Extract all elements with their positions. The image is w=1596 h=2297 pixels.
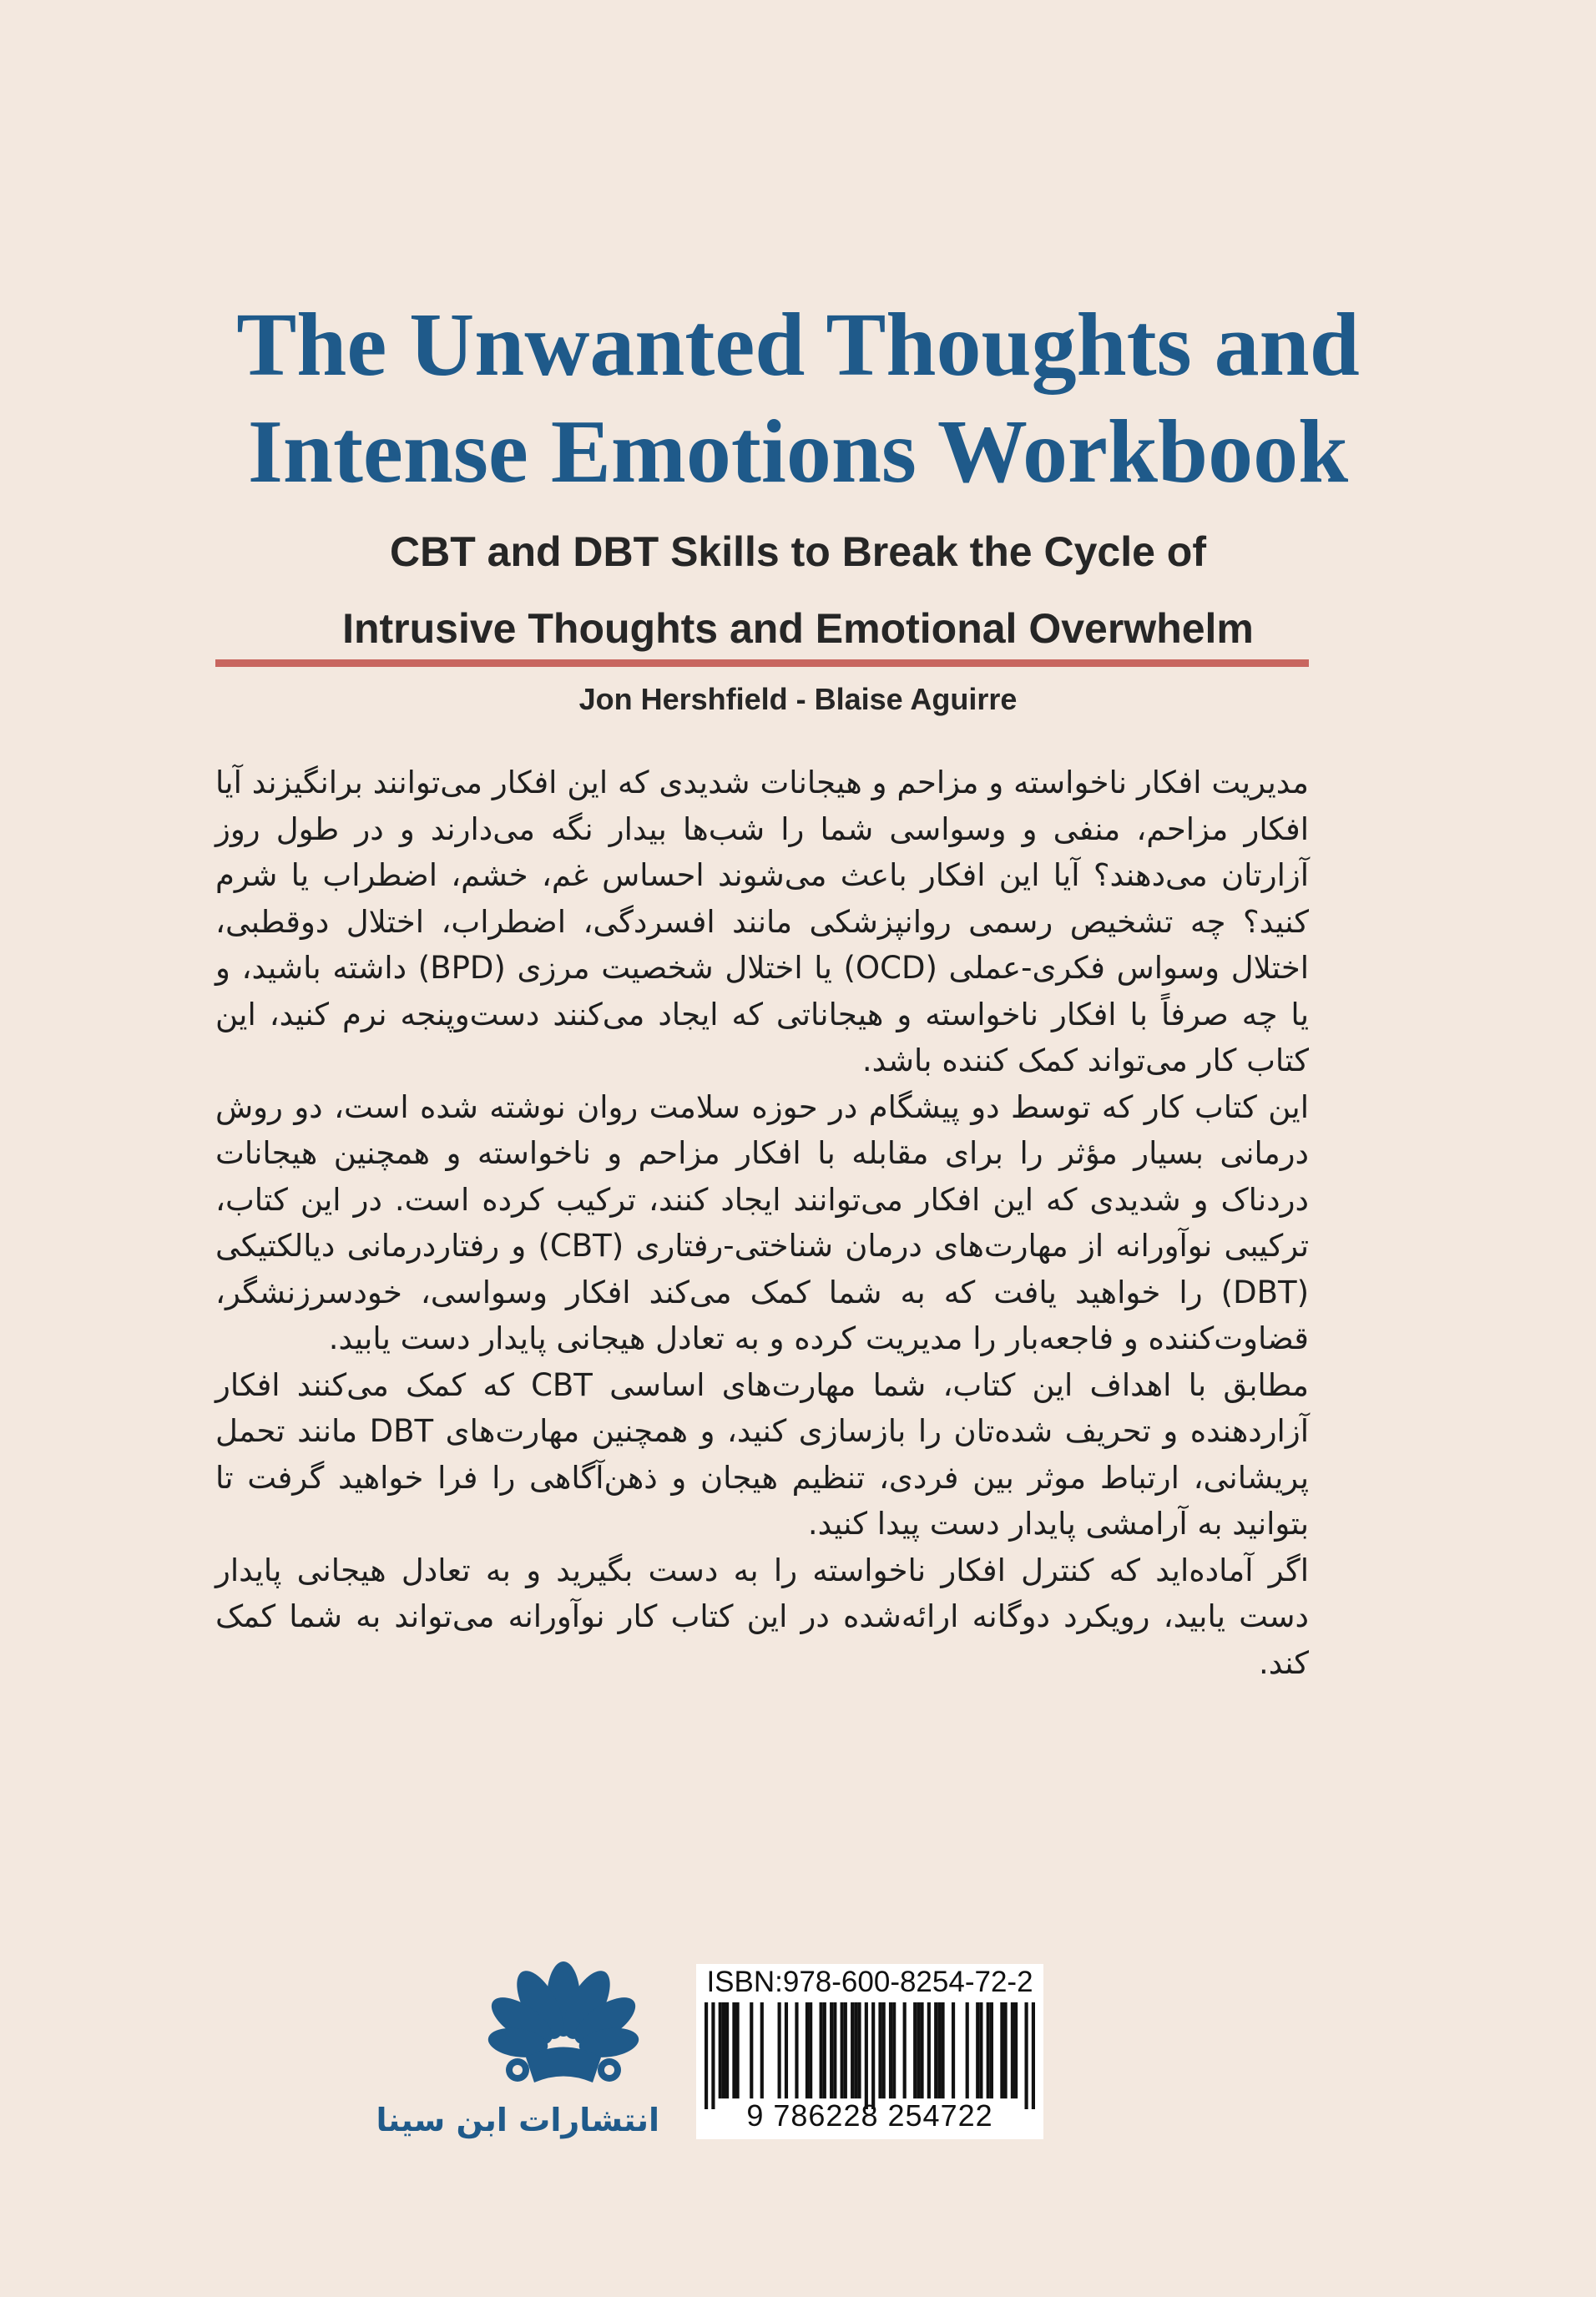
description-paragraph-1: مدیریت افکار ناخواسته و مزاحم و هیجانات شدیدی که این افکار می‌توانند برانگیزند آیا افکار مزاحم، منفی و وسواسی شما را شب‌ها بیدار نگه می‌دارند و در طول روز آزارتان می‌دهند؟ آیا این افکار باعث می‌شوند احساس غم، خشم، اضطراب یا شرم کنید؟ چه تشخیص رسمی روانپزشکی مانند افسردگی، اضطراب، اختلال دوقطبی، اختلال وسواس فکری-عملی (OCD) یا اختلال شخصیت مرزی (BPD) داشته باشید، و یا چه صرفاً با افکار ناخواسته و هیجاناتی که ایجاد می‌کنند دست‌وپنجه نرم کنید، این کتاب کار می‌تواند کمک کننده باشد. [215, 765, 1309, 1078]
barcode-bar [844, 2002, 847, 2098]
barcode-bar [1003, 2002, 1007, 2098]
barcode-bar [725, 2002, 729, 2098]
isbn-barcode [696, 1964, 1043, 2139]
barcode-bar [711, 2002, 715, 2109]
barcode-bar [937, 2002, 941, 2098]
publisher-logo [376, 1957, 659, 2141]
barcode-bar [851, 2002, 854, 2098]
barcode-bar [736, 2002, 740, 2098]
barcode-bar [889, 2002, 892, 2098]
barcode-bar [952, 2002, 955, 2098]
barcode-bar [934, 2002, 937, 2098]
barcode-bar [990, 2002, 993, 2098]
barcode-bar [1011, 2002, 1014, 2098]
barcode-bar [732, 2002, 735, 2098]
barcode-bar [987, 2002, 990, 2098]
isbn-label: ISBN:978-600-8254-72-2 [706, 1966, 1033, 1998]
barcode-bar [830, 2002, 833, 2098]
barcode-bar [1024, 2002, 1028, 2109]
authors: Jon Hershfield - Blaise Aguirre [578, 682, 1018, 716]
barcode-bar [882, 2002, 886, 2098]
barcode-bar [823, 2002, 826, 2098]
barcode-bar [857, 2002, 861, 2098]
barcode-bar [785, 2002, 788, 2098]
barcode-bar [878, 2002, 881, 2098]
barcode-graphic [705, 2002, 1035, 2109]
book-description [215, 760, 1309, 1686]
barcode-bar [778, 2002, 781, 2098]
barcode-bar [806, 2002, 809, 2098]
barcode-bar [705, 2002, 708, 2109]
barcode-bar [841, 2002, 844, 2098]
barcode-bar [913, 2002, 917, 2098]
barcode-bar [976, 2002, 979, 2098]
description-paragraph-3: مطابق با اهداف این کتاب، شما مهارت‌های اساسی CBT که کمک می‌کنند افکار آزاردهنده و تحریف شده‌تان را بازسازی کنید، و همچنین مهارت‌های DBT مانند تحمل پریشانی، ارتباط موثر بین فردی، تنظیم هیجان و ذهن‌آگاهی را فرا خواهید گرفت تا بتوانید به آرامشی پایدار دست پیدا کنید. [215, 1366, 1309, 1542]
divider-rule [215, 659, 1309, 667]
book-subtitle [167, 513, 1429, 667]
book-title [167, 292, 1429, 506]
barcode-bar [966, 2002, 969, 2098]
barcode-bar [1000, 2002, 1003, 2098]
barcode-bar [892, 2002, 896, 2098]
book-title-line-2: Intense Emotions Workbook [247, 402, 1349, 502]
barcode-bar [917, 2002, 920, 2098]
barcode-bar [760, 2002, 764, 2098]
description-paragraph-4: اگر آماده‌اید که کنترل افکار ناخواسته را به دست بگیرید و به تعادل هیجانی پایدار دست یابید، رویکرد دوگانه ارائه‌شده در این کتاب کار نوآورانه می‌تواند به شما کمک کند. [215, 1552, 1309, 1681]
barcode-bar [809, 2002, 812, 2098]
barcode-bar [722, 2002, 725, 2098]
barcode-bar [820, 2002, 823, 2098]
book-subtitle-line-1: CBT and DBT Skills to Break the Cycle of [390, 528, 1206, 575]
barcode-bar [979, 2002, 982, 2098]
book-subtitle-line-2: Intrusive Thoughts and Emotional Overwhelm [342, 605, 1254, 652]
barcode-bar [719, 2002, 722, 2098]
barcode-bar [833, 2002, 836, 2098]
description-paragraph-2: این کتاب کار که توسط دو پیشگام در حوزه سلامت روان نوشته شده است، دو روش درمانی بسیار مؤثر را برای مقابله با افکار مزاحم و ناخواسته و همچنین هیجانات دردناک و شدیدی که این افکار می‌توانند ایجاد کنند، ترکیب کرده است. در این کتاب، ترکیبی نوآورانه از مهارت‌های درمان شناختی-رفتاری (CBT) و رفتاردرمانی دیالکتیکی (DBT) را خواهید یافت که به شما کمک می‌کند افکار وسواسی، خودسرزنشگر، قضاوت‌کننده و فاجعه‌بار را مدیریت کرده و به تعادل هیجانی پایدار دست یابید. [215, 1088, 1309, 1356]
barcode-bar [1014, 2002, 1018, 2098]
barcode-bar [865, 2002, 868, 2109]
barcode-bar [920, 2002, 923, 2098]
barcode-bar [854, 2002, 857, 2098]
barcode-bar [903, 2002, 907, 2098]
shell-logo-icon [467, 1957, 659, 2099]
barcode-bar [941, 2002, 944, 2098]
barcode-bars [705, 2002, 1035, 2096]
barcode-digits: 9 786228 254722 [746, 2098, 993, 2133]
barcode-bar [871, 2002, 875, 2109]
barcode-bar [795, 2002, 798, 2098]
barcode-bar [750, 2002, 753, 2098]
publisher-name: انتشارات ابن سینا [376, 2102, 659, 2138]
barcode-bar [927, 2002, 931, 2098]
barcode-bar [1032, 2002, 1035, 2109]
book-title-line-1: The Unwanted Thoughts and [236, 295, 1360, 395]
